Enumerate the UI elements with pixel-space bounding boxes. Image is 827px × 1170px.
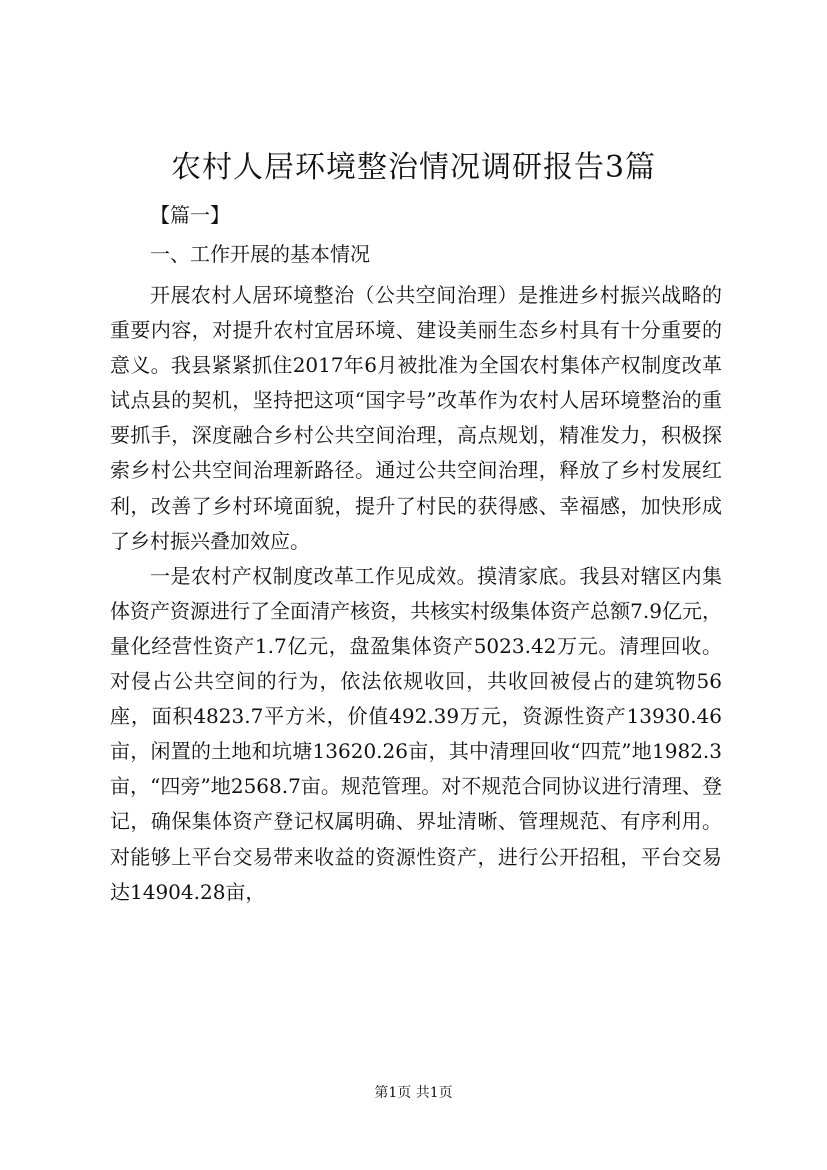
document-title: 农村人居环境整治情况调研报告3篇	[170, 150, 657, 185]
page-footer: 第1页 共1页	[374, 1085, 453, 1101]
document-body	[110, 278, 722, 910]
paragraph: 开展农村人居环境整治（公共空间治理）是推进乡村振兴战略的重要内容，对提升农村宜居环境、建设美丽生态乡村具有十分重要的意义。我县紧紧抓住2017年6月被批准为全国农村集体产权制度改革试点县的契机，坚持把这项“国字号”改革作为农村人居环境整治的重要抓手，深度融合乡村公共空间治理，高点规划，精准发力，积极探索乡村公共空间治理新路径。通过公共空间治理，释放了乡村发展红利，改善了乡村环境面貌，提升了村民的获得感、幸福感，加快形成了乡村振兴叠加效应。	[110, 283, 722, 553]
section-heading: 一、工作开展的基本情况	[150, 242, 370, 266]
paragraph: 一是农村产权制度改革工作见成效。摸清家底。我县对辖区内集体资产资源进行了全面清产核资，共核实村级集体资产总额7.9亿元，量化经营性资产1.7亿元，盘盈集体资产5023.42万元。清理回收。对侵占公共空间的行为，依法依规收回，共收回被侵占的建筑物56座，面积4823.7平方米，价值492.39万元，资源性资产13930.46亩，闲置的土地和坑塘13620.26亩，其中清理回收“四荒”地1982.3亩，“四旁”地2568.7亩。规范管理。对不规范合同协议进行清理、登记，确保集体资产登记权属明确、界址清晰、管理规范、有序利用。对能够上平台交易带来收益的资源性资产，进行公开招租，平台交易达14904.28亩，	[110, 563, 722, 904]
section-mark: 【篇一】	[150, 203, 230, 227]
